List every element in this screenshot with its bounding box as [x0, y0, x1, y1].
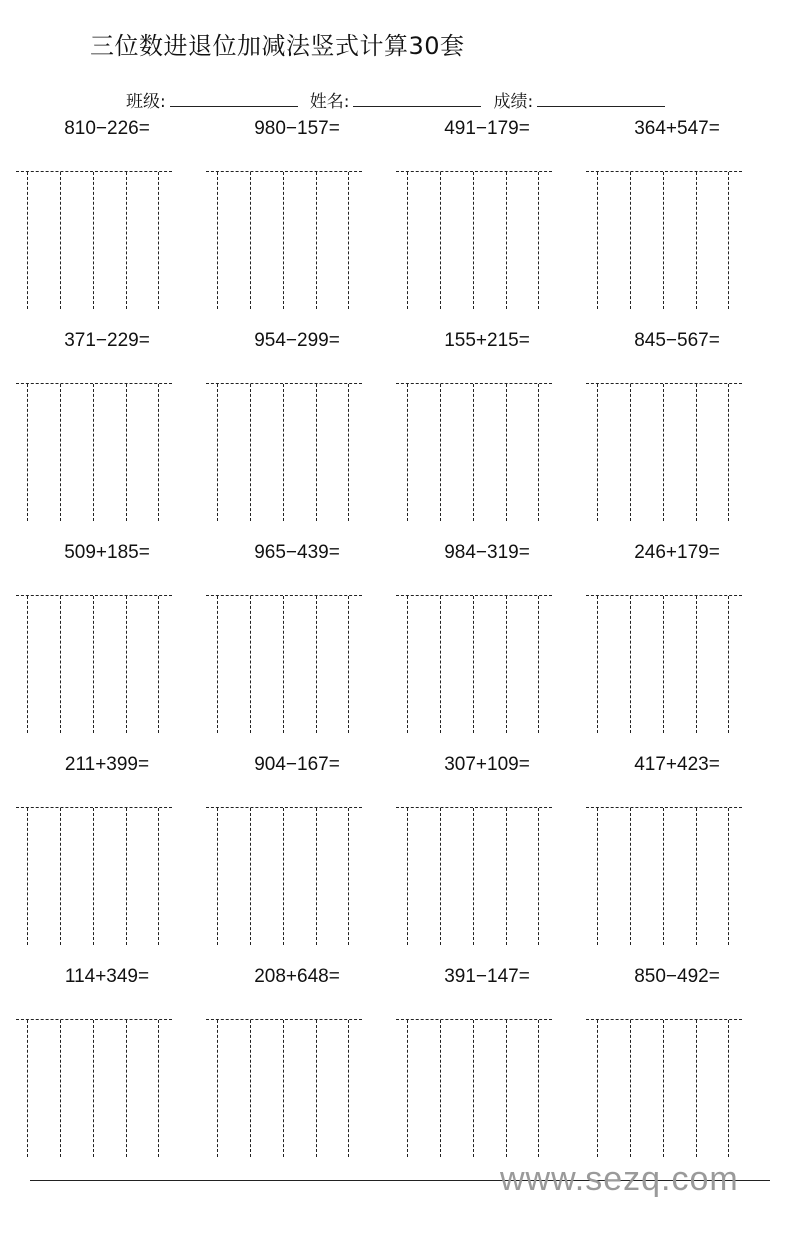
- grid-column-dashed-line: [407, 172, 408, 309]
- grid-column-dashed-line: [250, 172, 251, 309]
- grid-column-dashed-line: [630, 172, 631, 309]
- watermark: www.sezq.com: [500, 1160, 739, 1198]
- grid-top-dashed-line: [396, 171, 552, 172]
- grid-column-dashed-line: [93, 172, 94, 309]
- problem-expression: 810−226=: [64, 118, 150, 139]
- grid-column-dashed-line: [60, 1020, 61, 1157]
- grid-column-dashed-line: [27, 172, 28, 309]
- grid-column-dashed-line: [27, 1020, 28, 1157]
- grid-column-dashed-line: [316, 172, 317, 309]
- grid-top-dashed-line: [396, 1019, 552, 1020]
- grid-column-dashed-line: [597, 172, 598, 309]
- grid-column-dashed-line: [60, 384, 61, 521]
- grid-column-dashed-line: [283, 808, 284, 945]
- grid-top-dashed-line: [16, 383, 172, 384]
- grid-column-dashed-line: [283, 596, 284, 733]
- grid-column-dashed-line: [348, 808, 349, 945]
- problem-cell: [586, 118, 742, 318]
- grid-column-dashed-line: [217, 808, 218, 945]
- score-blank: [537, 92, 665, 107]
- grid-column-dashed-line: [597, 596, 598, 733]
- problem-cell: [586, 754, 742, 954]
- class-blank: [170, 92, 298, 107]
- problem-cell: [206, 118, 362, 318]
- problem-expression: 509+185=: [64, 542, 150, 563]
- grid-column-dashed-line: [440, 596, 441, 733]
- grid-top-dashed-line: [16, 171, 172, 172]
- grid-top-dashed-line: [586, 595, 742, 596]
- grid-top-dashed-line: [396, 383, 552, 384]
- grid-top-dashed-line: [206, 1019, 362, 1020]
- problem-expression: 954−299=: [254, 330, 340, 351]
- grid-column-dashed-line: [348, 1020, 349, 1157]
- grid-column-dashed-line: [506, 808, 507, 945]
- grid-column-dashed-line: [27, 596, 28, 733]
- grid-column-dashed-line: [316, 1020, 317, 1157]
- problem-expression: 246+179=: [634, 542, 720, 563]
- grid-column-dashed-line: [663, 384, 664, 521]
- problem-cell: [586, 330, 742, 530]
- grid-column-dashed-line: [663, 596, 664, 733]
- grid-column-dashed-line: [663, 1020, 664, 1157]
- grid-top-dashed-line: [586, 171, 742, 172]
- grid-top-dashed-line: [206, 171, 362, 172]
- grid-column-dashed-line: [126, 596, 127, 733]
- problem-expression: 965−439=: [254, 542, 340, 563]
- grid-column-dashed-line: [316, 384, 317, 521]
- grid-column-dashed-line: [473, 172, 474, 309]
- problem-expression: 307+109=: [444, 754, 530, 775]
- problem-cell: [16, 330, 172, 530]
- problem-expression: 904−167=: [254, 754, 340, 775]
- grid-column-dashed-line: [696, 808, 697, 945]
- grid-top-dashed-line: [16, 807, 172, 808]
- grid-column-dashed-line: [217, 172, 218, 309]
- grid-column-dashed-line: [283, 384, 284, 521]
- grid-column-dashed-line: [506, 1020, 507, 1157]
- problem-expression: 391−147=: [444, 966, 530, 987]
- grid-column-dashed-line: [630, 808, 631, 945]
- grid-column-dashed-line: [250, 384, 251, 521]
- grid-column-dashed-line: [473, 808, 474, 945]
- grid-top-dashed-line: [206, 595, 362, 596]
- grid-column-dashed-line: [538, 808, 539, 945]
- grid-top-dashed-line: [586, 1019, 742, 1020]
- grid-column-dashed-line: [728, 1020, 729, 1157]
- name-label: 姓名:: [309, 92, 350, 112]
- grid-column-dashed-line: [60, 172, 61, 309]
- problem-cell: [16, 118, 172, 318]
- grid-column-dashed-line: [407, 808, 408, 945]
- grid-column-dashed-line: [506, 172, 507, 309]
- grid-column-dashed-line: [440, 1020, 441, 1157]
- grid-column-dashed-line: [538, 172, 539, 309]
- grid-column-dashed-line: [696, 384, 697, 521]
- grid-top-dashed-line: [16, 1019, 172, 1020]
- grid-column-dashed-line: [60, 596, 61, 733]
- grid-column-dashed-line: [217, 384, 218, 521]
- grid-column-dashed-line: [473, 384, 474, 521]
- problem-expression: 845−567=: [634, 330, 720, 351]
- grid-column-dashed-line: [538, 384, 539, 521]
- grid-column-dashed-line: [283, 1020, 284, 1157]
- grid-column-dashed-line: [506, 596, 507, 733]
- problem-cell: [396, 330, 552, 530]
- grid-column-dashed-line: [538, 1020, 539, 1157]
- grid-column-dashed-line: [696, 1020, 697, 1157]
- problem-cell: [16, 542, 172, 742]
- grid-top-dashed-line: [396, 595, 552, 596]
- grid-top-dashed-line: [206, 383, 362, 384]
- grid-column-dashed-line: [126, 1020, 127, 1157]
- grid-column-dashed-line: [728, 384, 729, 521]
- student-info-row: [120, 87, 671, 112]
- class-label: 班级:: [126, 92, 166, 112]
- grid-column-dashed-line: [348, 596, 349, 733]
- grid-column-dashed-line: [27, 384, 28, 521]
- grid-column-dashed-line: [663, 808, 664, 945]
- grid-column-dashed-line: [728, 596, 729, 733]
- problem-expression: 850−492=: [634, 966, 720, 987]
- problem-expression: 491−179=: [444, 118, 530, 139]
- grid-column-dashed-line: [440, 384, 441, 521]
- grid-column-dashed-line: [696, 172, 697, 309]
- grid-column-dashed-line: [316, 808, 317, 945]
- problem-cell: [206, 542, 362, 742]
- problem-cell: [396, 966, 552, 1166]
- grid-column-dashed-line: [407, 596, 408, 733]
- grid-column-dashed-line: [158, 172, 159, 309]
- score-label: 成绩:: [493, 92, 534, 112]
- problem-cell: [206, 754, 362, 954]
- problem-expression: 980−157=: [254, 118, 340, 139]
- grid-column-dashed-line: [630, 384, 631, 521]
- problem-cell: [396, 118, 552, 318]
- problem-expression: 417+423=: [634, 754, 720, 775]
- problem-cell: [16, 754, 172, 954]
- grid-column-dashed-line: [597, 1020, 598, 1157]
- grid-column-dashed-line: [250, 808, 251, 945]
- problem-cell: [396, 542, 552, 742]
- problem-expression: 211+399=: [64, 754, 150, 775]
- grid-column-dashed-line: [316, 596, 317, 733]
- grid-column-dashed-line: [348, 384, 349, 521]
- problem-cell: [586, 966, 742, 1166]
- grid-column-dashed-line: [538, 596, 539, 733]
- grid-column-dashed-line: [250, 1020, 251, 1157]
- grid-column-dashed-line: [93, 1020, 94, 1157]
- grid-column-dashed-line: [126, 808, 127, 945]
- grid-column-dashed-line: [597, 384, 598, 521]
- grid-column-dashed-line: [93, 808, 94, 945]
- grid-column-dashed-line: [158, 1020, 159, 1157]
- grid-column-dashed-line: [93, 596, 94, 733]
- grid-column-dashed-line: [407, 384, 408, 521]
- problem-expression: 114+349=: [64, 966, 150, 987]
- grid-column-dashed-line: [217, 596, 218, 733]
- grid-top-dashed-line: [16, 595, 172, 596]
- problem-cell: [206, 966, 362, 1166]
- worksheet-title: 三位数进退位加减法竖式计算30套: [90, 32, 465, 60]
- grid-column-dashed-line: [473, 1020, 474, 1157]
- problem-cell: [586, 542, 742, 742]
- grid-column-dashed-line: [126, 384, 127, 521]
- problem-cell: [16, 966, 172, 1166]
- grid-column-dashed-line: [473, 596, 474, 733]
- grid-column-dashed-line: [440, 808, 441, 945]
- grid-column-dashed-line: [728, 172, 729, 309]
- grid-column-dashed-line: [158, 596, 159, 733]
- grid-column-dashed-line: [630, 596, 631, 733]
- problem-expression: 371−229=: [64, 330, 150, 351]
- grid-column-dashed-line: [27, 808, 28, 945]
- grid-column-dashed-line: [663, 172, 664, 309]
- grid-column-dashed-line: [93, 384, 94, 521]
- grid-column-dashed-line: [407, 1020, 408, 1157]
- grid-column-dashed-line: [217, 1020, 218, 1157]
- grid-column-dashed-line: [250, 596, 251, 733]
- grid-column-dashed-line: [728, 808, 729, 945]
- grid-column-dashed-line: [158, 384, 159, 521]
- name-blank: [353, 92, 481, 107]
- problem-cell: [206, 330, 362, 530]
- grid-top-dashed-line: [396, 807, 552, 808]
- grid-column-dashed-line: [283, 172, 284, 309]
- problem-expression: 364+547=: [634, 118, 720, 139]
- grid-column-dashed-line: [630, 1020, 631, 1157]
- grid-column-dashed-line: [696, 596, 697, 733]
- grid-top-dashed-line: [206, 807, 362, 808]
- grid-column-dashed-line: [440, 172, 441, 309]
- problem-cell: [396, 754, 552, 954]
- grid-column-dashed-line: [506, 384, 507, 521]
- grid-top-dashed-line: [586, 807, 742, 808]
- grid-column-dashed-line: [348, 172, 349, 309]
- grid-column-dashed-line: [126, 172, 127, 309]
- problem-expression: 984−319=: [444, 542, 530, 563]
- grid-top-dashed-line: [586, 383, 742, 384]
- problem-expression: 208+648=: [254, 966, 340, 987]
- grid-column-dashed-line: [158, 808, 159, 945]
- grid-column-dashed-line: [597, 808, 598, 945]
- problem-expression: 155+215=: [444, 330, 530, 351]
- grid-column-dashed-line: [60, 808, 61, 945]
